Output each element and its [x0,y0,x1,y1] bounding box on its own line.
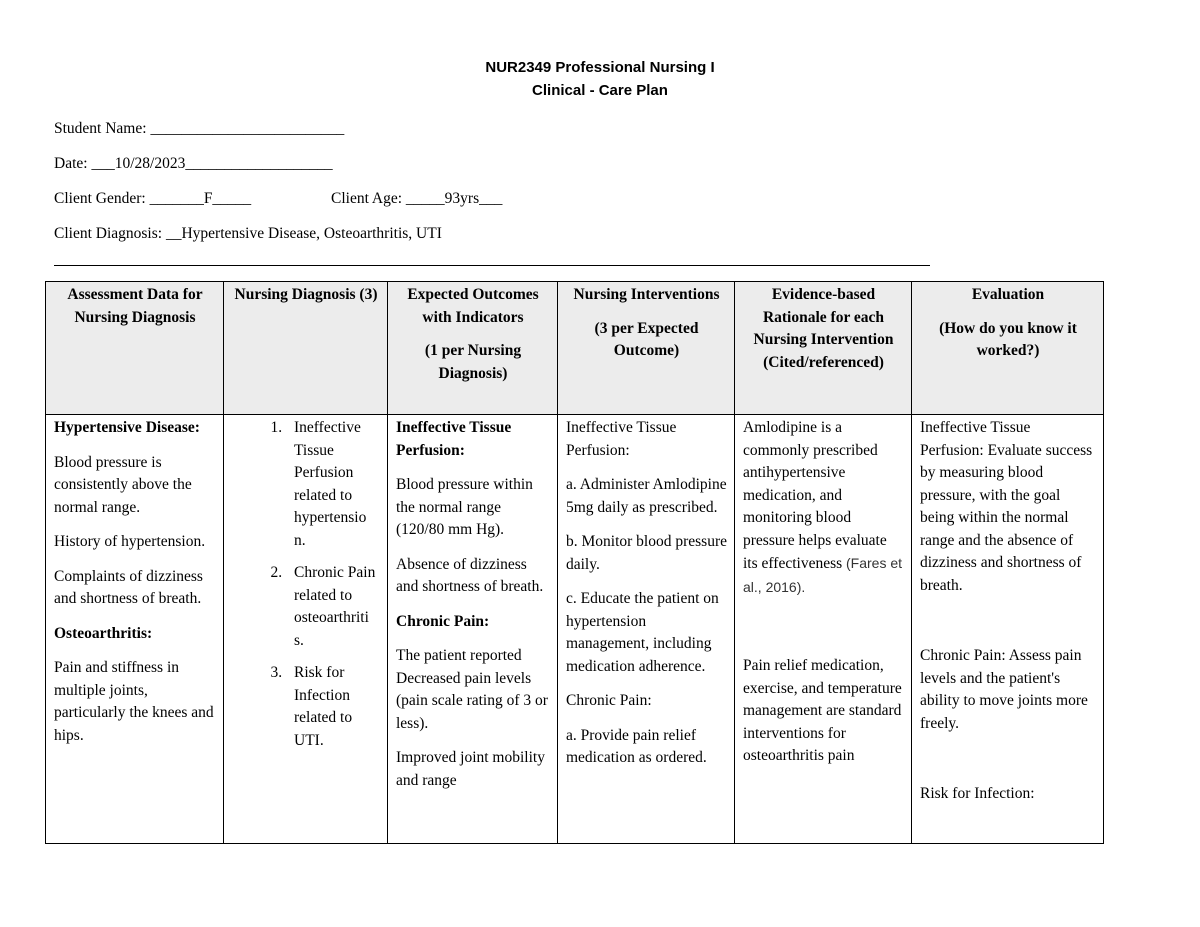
rationale-citation: (Fares et al., 2016). [743,555,903,595]
rationale-text: Amlodipine is a commonly prescribed antihypertensive medication, and monitoring blood pressure helps evaluate its effectiveness (Fares et al., 2016). [743,419,903,595]
outcome-text: Absence of dizziness and shortness of breath. [396,555,544,595]
evaluation-text: Chronic Pain: Assess pain levels and the patient's ability to move joints more freely. [920,647,1088,732]
client-diagnosis-label: Client Diagnosis: [54,225,166,242]
client-gender-label: Client Gender: [54,190,150,207]
client-diagnosis-field [54,225,442,243]
intervention-text: b. Monitor blood pressure daily. [566,533,728,573]
date-field [54,155,333,173]
expected-outcomes-cell [388,415,558,844]
assessment-text: History of hypertension. [54,533,206,550]
client-age-value[interactable]: _____93yrs___ [405,190,503,207]
evaluation-text: Ineffective Tissue Perfusion: Evaluate success by measuring blood pressure, with the goal being within the normal range and the absence of dizziness and shortness of breath. [920,419,1093,594]
outcome-text: The patient reported Decreased pain levels (pain scale rating of 3 or less). [396,647,548,732]
assessment-heading-hypertensive: Hypertensive Disease: [54,419,200,436]
assessment-text: Pain and stiffness in multiple joints, particularly the knees and hips. [54,659,214,744]
header-nursing-interventions: Nursing Interventions (3 per Expected Outcome) [558,282,735,415]
interventions-cell [558,415,735,844]
assessment-cell [46,415,224,844]
intervention-heading-perfusion: Ineffective Tissue Perfusion: [566,419,677,459]
client-gender-field [54,190,251,208]
diagnosis-item: 3. Risk for Infection related to UTI. [286,662,380,752]
client-gender-value[interactable]: _______F_____ [149,190,252,207]
header-expected-outcomes: Expected Outcomes with Indicators (1 per Nursing Diagnosis) [388,282,558,415]
intervention-text: a. Administer Amlodipine 5mg daily as prescribed. [566,476,727,516]
date-value[interactable]: ___10/28/2023___________________ [91,155,333,172]
intervention-text: c. Educate the patient on hypertension management, including medication adherence. [566,590,719,675]
table-header-row [46,282,1104,415]
assessment-text: Complaints of dizziness and shortness of breath. [54,567,203,607]
client-age-label: Client Age: [331,190,406,207]
header-nursing-diagnosis: Nursing Diagnosis (3) [224,282,388,415]
header-rationale: Evidence-based Rationale for each Nursing Intervention (Cited/referenced) [735,282,912,415]
student-name-label: Student Name: [54,120,151,137]
nursing-diagnosis-cell [224,415,388,844]
assessment-heading-osteoarthritis: Osteoarthritis: [54,624,153,642]
intervention-heading-pain: Chronic Pain: [566,692,652,709]
student-name-field [54,120,344,138]
course-title: NUR2349 Professional Nursing I [485,59,715,76]
outcome-heading-pain: Chronic Pain: [396,612,490,630]
outcome-text: Blood pressure within the normal range (120/80 mm Hg). [396,476,533,538]
header-evaluation: Evaluation (How do you know it worked?) [912,282,1104,415]
care-plan-table [45,281,1104,844]
evaluation-text: Risk for Infection: [920,785,1035,802]
client-diagnosis-value[interactable]: __Hypertensive Disease, Osteoarthritis, UTI [165,225,442,242]
rationale-text: Pain relief medication, exercise, and temperature management are standard interventions for osteoarthritis pain [743,657,902,764]
diagnosis-item: 2. Chronic Pain related to osteoarthriti s. [286,562,380,652]
diagnosis-list [224,417,380,752]
divider-line [54,265,930,266]
table-row [46,415,1104,844]
document-subtitle: Clinical - Care Plan [532,82,668,99]
header-assessment: Assessment Data for Nursing Diagnosis [46,282,224,415]
intervention-text: a. Provide pain relief medication as ordered. [566,726,707,766]
rationale-cell [735,415,912,844]
client-age-field [331,190,502,208]
diagnosis-item: 1. Ineffective Tissue Perfusion related to hypertensio n. [286,417,380,552]
assessment-text: Blood pressure is consistently above the normal range. [54,453,192,516]
outcome-heading-perfusion: Ineffective Tissue Perfusion: [396,419,512,459]
student-name-value[interactable]: _________________________ [150,120,345,137]
outcome-text: Improved joint mobility and range [396,749,545,789]
date-label: Date: [54,155,92,172]
document-header [0,56,1200,102]
evaluation-cell [912,415,1104,844]
